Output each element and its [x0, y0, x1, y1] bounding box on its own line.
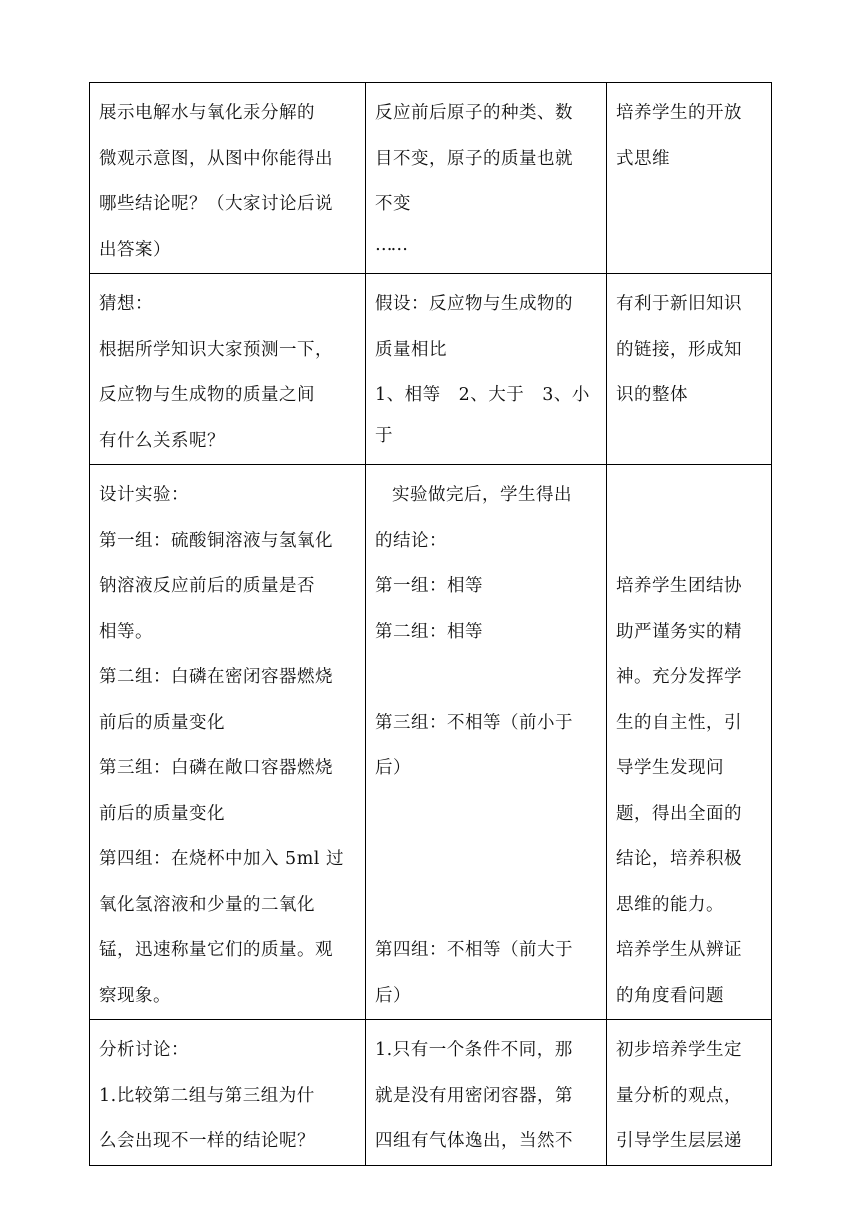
student-activity-cell: [366, 1020, 607, 1166]
table-row: [90, 83, 772, 274]
student-activity-cell: [366, 83, 607, 274]
text-line: 1.比较第二组与第三组为什: [99, 1085, 315, 1106]
text-line: 实验做完后，学生得出: [392, 485, 572, 505]
text-line: 设计实验：: [99, 485, 189, 505]
text-line: 量分析的观点，: [616, 1085, 742, 1106]
text-line: 识的整体: [616, 385, 688, 405]
teacher-activity-cell: [90, 465, 366, 1020]
text-line: 根据所学知识大家预测一下，: [99, 339, 333, 360]
text-line: 相等。: [99, 621, 153, 642]
blank-line: [616, 519, 762, 565]
teacher-activity-cell: [90, 83, 366, 274]
text-line: 助严谨务实的精: [616, 621, 742, 642]
blank-line: [375, 655, 597, 701]
table-row: [90, 1020, 772, 1166]
text-line: 猜想：: [99, 294, 153, 314]
teacher-activity-cell: [90, 274, 366, 465]
text-line: 锰，迅速称量它们的质量。观: [99, 940, 333, 960]
text-line: 就是没有用密闭容器，第: [375, 1085, 573, 1106]
text-line: 培养学生从辨证: [616, 940, 742, 960]
text-line: 不变: [375, 194, 411, 214]
text-line: 出答案）: [99, 239, 171, 260]
text-line: 培养学生团结协: [616, 576, 742, 596]
lesson-plan-table: [89, 82, 772, 1166]
text-line: 的结论：: [375, 530, 447, 551]
text-line: 培养学生的开放: [616, 103, 742, 123]
text-line: 氧化氢溶液和少量的二氧化: [99, 894, 315, 915]
text-line: 于: [375, 425, 393, 446]
text-line: 后）: [375, 758, 411, 778]
blank-line: [375, 883, 597, 929]
text-line: 目不变，原子的质量也就: [375, 148, 573, 169]
text-line: 微观示意图，从图中你能得出: [99, 148, 333, 169]
text-line: 生的自主性，引: [616, 712, 742, 733]
text-line: 有利于新旧知识: [616, 294, 742, 314]
text-line: 第四组：不相等（前大于: [375, 940, 573, 960]
text-line: 第二组：相等: [375, 621, 483, 642]
text-line: 察现象。: [99, 985, 171, 1006]
text-line: 有什么关系呢？: [99, 430, 225, 451]
student-activity-cell: [366, 465, 607, 1020]
blank-line: [375, 837, 597, 883]
blank-line: [616, 473, 762, 519]
text-line: 第一组：相等: [375, 576, 483, 596]
text-line: 1.只有一个条件不同，那: [375, 1040, 573, 1060]
text-line: ……: [375, 234, 406, 255]
text-line: 哪些结论呢？（大家讨论后说: [99, 194, 333, 214]
text-line: 钠溶液反应前后的质量是否: [99, 576, 315, 596]
text-line: 分析讨论：: [99, 1040, 189, 1060]
text-line: 第三组：白磷在敞口容器燃烧: [99, 758, 333, 778]
text-line: 反应前后原子的种类、数: [375, 103, 573, 123]
student-activity-cell: [366, 274, 607, 465]
text-line: 假设：反应物与生成物的: [375, 294, 573, 314]
text-line: 前后的质量变化: [99, 803, 225, 824]
blank-line: [375, 792, 597, 838]
text-line: 反应物与生成物的质量之间: [99, 385, 315, 405]
text-line: 第二组：白磷在密闭容器燃烧: [99, 667, 333, 687]
text-line: 的链接，形成知: [616, 339, 742, 360]
text-line: 第三组：不相等（前小于: [375, 712, 573, 733]
text-line: 四组有气体逸出，当然不: [375, 1131, 573, 1151]
design-intent-cell: [607, 83, 772, 274]
table-row: [90, 465, 772, 1020]
text-line: 前后的质量变化: [99, 712, 225, 733]
text-line: 第一组：硫酸铜溶液与氢氧化: [99, 530, 333, 551]
text-line: 展示电解水与氧化汞分解的: [99, 103, 315, 123]
design-intent-cell: [607, 465, 772, 1020]
text-line: 第四组：在烧杯中加入 5ml 过: [99, 849, 344, 869]
text-line: 神。充分发挥学: [616, 667, 742, 687]
text-line: 题，得出全面的: [616, 803, 742, 824]
design-intent-cell: [607, 274, 772, 465]
text-line: 1、相等 2、大于 3、小: [375, 385, 590, 405]
text-line: 的角度看问题: [616, 985, 724, 1006]
table-row: [90, 274, 772, 465]
text-line: 式思维: [616, 148, 670, 169]
text-line: 么会出现不一样的结论呢？: [99, 1131, 315, 1151]
text-line: 导学生发现问: [616, 758, 724, 778]
design-intent-cell: [607, 1020, 772, 1166]
text-line: 质量相比: [375, 339, 447, 360]
text-line: 后）: [375, 985, 411, 1006]
text-line: 引导学生层层递: [616, 1131, 742, 1151]
text-line: 初步培养学生定: [616, 1040, 742, 1060]
text-line: 结论，培养积极: [616, 849, 742, 869]
text-line: 思维的能力。: [616, 894, 724, 915]
teacher-activity-cell: [90, 1020, 366, 1166]
